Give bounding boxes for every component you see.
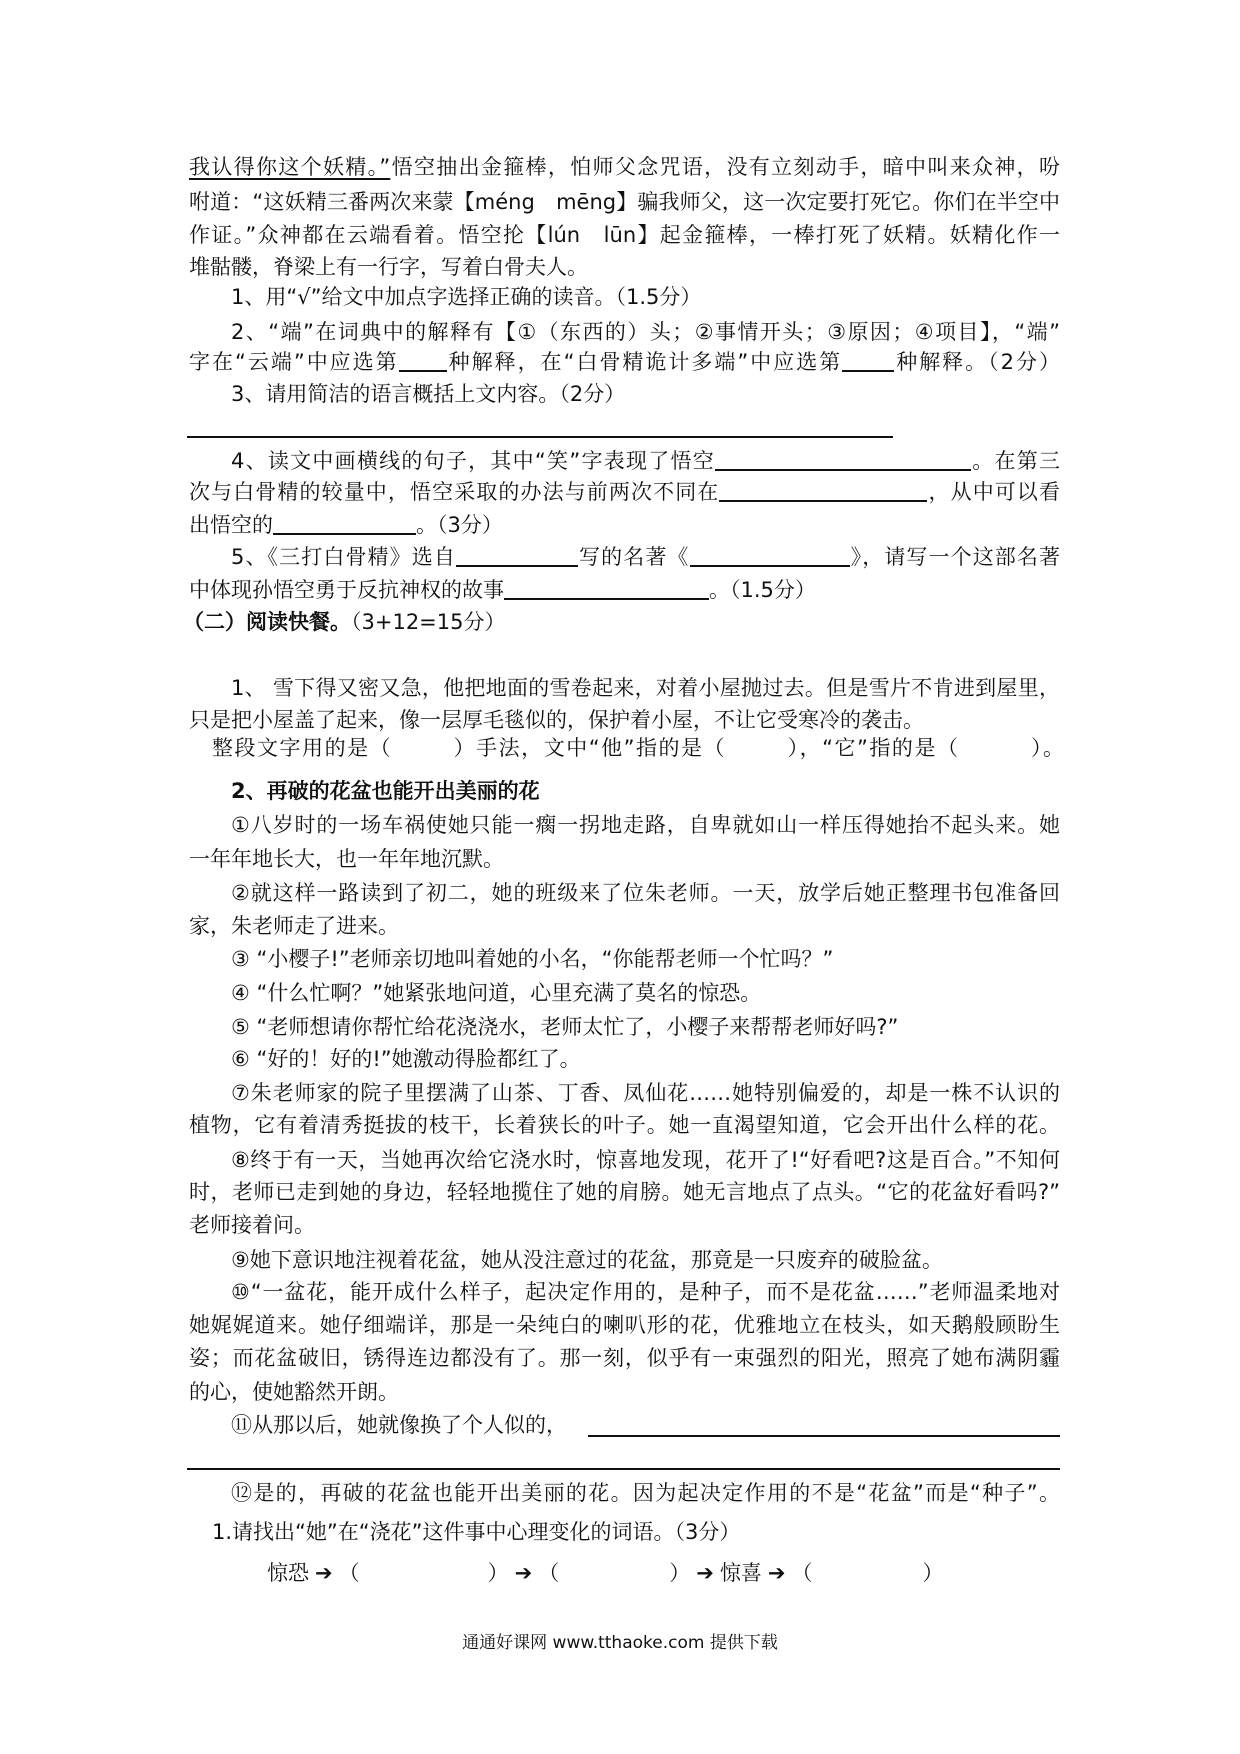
text: 种解释，在“白骨精诡计多端”中应选第 xyxy=(446,350,843,374)
reading1-line: 只是把小屋盖了起来，像一层厚毛毯似的，保护着小屋，不让它受寒冷的袭击。 xyxy=(189,708,924,732)
article-line: ⑨她下意识地注视着花盆，她从没注意过的花盆，那竟是一只废弃的破脸盆。 xyxy=(231,1248,943,1272)
answer-blank[interactable] xyxy=(399,350,447,372)
question-3: 3、请用简洁的语言概括上文内容。（2分） xyxy=(231,382,626,406)
text: 字在“云端”中应选第 xyxy=(189,350,399,374)
answer-blank[interactable] xyxy=(719,480,927,502)
answer-blank[interactable] xyxy=(273,513,416,535)
text: 种解释。（2分） xyxy=(894,350,1060,374)
answer-blank[interactable] xyxy=(715,449,971,471)
text: 4、读文中画横线的句子，其中“笑”字表现了悟空 xyxy=(231,449,715,473)
underlined-sentence: 我认得你这个妖精。” xyxy=(189,155,391,179)
article-line: 老师接着问。 xyxy=(189,1213,315,1237)
arrow-right-icon: ➔ xyxy=(767,1561,786,1585)
article-line: 家，朱老师走了进来。 xyxy=(189,914,399,938)
question-4-cont xyxy=(189,479,1060,505)
article-line: ⑥ “好的！好的!”她激动得脸都红了。 xyxy=(231,1047,581,1071)
text: ），“它”指的是（ xyxy=(786,736,960,760)
question-5 xyxy=(231,544,1060,570)
article-line: 姿；而花盆破旧，锈得连边都没有了。那一刻，似乎有一束强烈的阳光，照亮了她布满阴霾 xyxy=(189,1346,1060,1370)
text: 次与白骨精的较量中，悟空采取的办法与前两次不同在 xyxy=(189,480,720,504)
question-2: 2、“端”在词典中的解释有【①（东西的）头；②事情开头；③原因；④项目】，“端” xyxy=(231,320,1060,344)
text: ）。 xyxy=(1029,736,1065,760)
answer-line[interactable] xyxy=(588,1435,1060,1437)
paren: （ xyxy=(338,1561,360,1585)
paren: ） xyxy=(487,1561,509,1585)
answer-blank[interactable] xyxy=(504,578,709,600)
article-line: ⑦朱老师家的院子里摆满了山茶、丁香、凤仙花……她特别偏爱的，却是一株不认识的 xyxy=(231,1081,1060,1105)
section-title: （二）阅读快餐。 xyxy=(183,610,351,634)
arrow-right-icon: ➔ xyxy=(315,1561,333,1585)
article-line: 的心，使她豁然开朗。 xyxy=(189,1380,399,1404)
article-line: 植物，它有着清秀挺拔的枝干，长着狭长的叶子。她一直渴望知道，它会开出什么样的花。 xyxy=(189,1113,1060,1137)
page-footer: 通通好课网 www.tthaoke.com 提供下载 xyxy=(462,1633,778,1653)
article-line: ⑧终于有一天，当她再次给它浇水时，惊喜地发现，花开了!“好看吧?这是百合。”不知何 xyxy=(231,1148,1060,1172)
question-4 xyxy=(231,448,1060,474)
article-line: 时，老师已走到她的身边，轻轻地揽住了她的肩膀。她无言地点了点头。“它的花盆好看吗?” xyxy=(189,1180,1060,1204)
text: 》，请写一个这部名著 xyxy=(849,545,1061,569)
article-line: ①八岁时的一场车祸使她只能一瘸一拐地走路，自卑就如山一样压得她抬不起头来。她 xyxy=(231,813,1060,837)
answer-line[interactable] xyxy=(187,1468,1060,1470)
answer-blank[interactable] xyxy=(456,545,578,567)
text: 写的名著《 xyxy=(577,545,690,569)
article-title: 2、再破的花盆也能开出美丽的花 xyxy=(231,779,540,803)
passage-line: 作证。”众神都在云端看着。悟空抡【lún lūn】起金箍棒，一棒打死了妖精。妖精化作一 xyxy=(189,223,1060,247)
question-4-cont xyxy=(189,512,1060,538)
text: 。在第三 xyxy=(970,449,1061,473)
arrow-right-icon: ➔ xyxy=(514,1561,533,1585)
answer-blank[interactable] xyxy=(690,545,850,567)
passage-line: 咐道：“这妖精三番两次来蒙【méng mēng】骗我师父，这一次定要打死它。你们在半空中 xyxy=(189,190,1060,214)
paren: （ xyxy=(538,1561,560,1585)
paren: ） xyxy=(669,1561,691,1585)
text: ）手法，文中“他”指的是（ xyxy=(452,736,727,760)
article-line: ⑩“一盆花，能开成什么样子，起决定作用的，是种子，而不是花盆……”老师温柔地对 xyxy=(231,1280,1060,1304)
reading1-line: 1、 雪下得又密又急，他把地面的雪卷起来，对着小屋抛过去。但是雪片不肯进到屋里， xyxy=(231,676,1060,700)
answer-line[interactable] xyxy=(187,436,893,438)
section-score: （3+12=15分） xyxy=(351,610,506,634)
article-line: ④ “什么忙啊？”她紧张地问道，心里充满了莫名的惊恐。 xyxy=(231,981,762,1005)
question-5-cont xyxy=(189,577,1060,603)
passage-text: 悟空抽出金箍棒，怕师父念咒语，没有立刻动手，暗中叫来众神，吩 xyxy=(390,155,1060,179)
article-line: ②就这样一路读到了初二，她的班级来了位朱老师。一天，放学后她正整理书包准备回 xyxy=(231,881,1060,905)
article-line: ⑫是的，再破的花盆也能开出美丽的花。因为起决定作用的不是“花盆”而是“种子”。 xyxy=(231,1481,1060,1505)
question-1: 1、用“√”给文中加点字选择正确的读音。（1.5分） xyxy=(231,285,702,309)
reading2-question-1: 1.请找出“她”在“浇花”这件事中心理变化的词语。（3分） xyxy=(212,1520,741,1544)
question-2-cont xyxy=(189,349,1060,375)
text: ，从中可以看 xyxy=(927,480,1061,504)
article-line: ⑪从那以后，她就像换了个人似的， xyxy=(231,1413,567,1437)
text: 。（3分） xyxy=(416,513,503,537)
passage-line xyxy=(189,154,1060,180)
article-line: 她娓娓道来。她仔细端详，那是一朵纯白的喇叭形的花，优雅地立在枝头，如天鹅般顾盼生 xyxy=(189,1313,1060,1337)
reading1-question xyxy=(212,735,1064,761)
emotion-word: 惊喜 xyxy=(719,1561,762,1585)
passage-line: 堆骷髅，脊梁上有一行字，写着白骨夫人。 xyxy=(189,255,588,279)
emotion-word: 惊恐 xyxy=(267,1561,309,1585)
paren: （ xyxy=(791,1561,813,1585)
arrow-right-icon: ➔ xyxy=(696,1561,714,1585)
text: 中体现孙悟空勇于反抗神权的故事 xyxy=(189,578,504,602)
text: 整段文字用的是（ xyxy=(212,736,393,760)
text: 出悟空的 xyxy=(189,513,273,537)
text: 。（1.5分） xyxy=(709,578,816,602)
article-line: 一年年地长大，也一年年地沉默。 xyxy=(189,847,504,871)
paren: ） xyxy=(922,1561,944,1585)
emotion-chain xyxy=(267,1560,1067,1586)
article-line: ③ “小樱子!”老师亲切地叫着她的小名，“你能帮老师一个忙吗？” xyxy=(231,947,834,971)
answer-blank[interactable] xyxy=(842,350,894,372)
text: 5、《三打白骨精》选自 xyxy=(231,545,456,569)
section-heading xyxy=(183,609,1054,635)
article-line: ⑤ “老师想请你帮忙给花浇浇水，老师太忙了，小樱子来帮帮老师好吗?” xyxy=(231,1015,899,1039)
